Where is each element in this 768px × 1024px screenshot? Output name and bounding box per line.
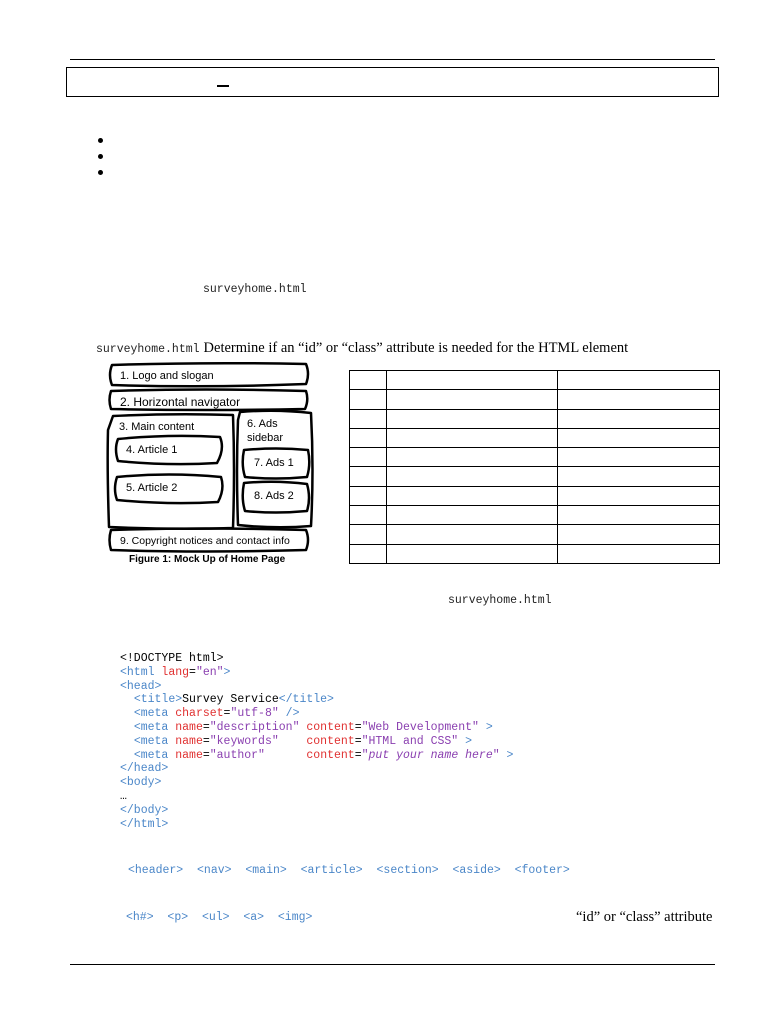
attribute-note: “id” or “class” attribute xyxy=(576,909,713,925)
tag-nav: <nav> xyxy=(197,864,232,877)
instruction-filename: surveyhome.html xyxy=(96,343,200,356)
table-row xyxy=(350,428,720,447)
tag-aside: <aside> xyxy=(452,864,501,877)
bullet-1 xyxy=(98,138,103,143)
tag-p: <p> xyxy=(167,911,189,924)
mockup-figure xyxy=(104,360,316,558)
semantic-tag-list xyxy=(128,864,570,877)
label-article1: 4. Article 1 xyxy=(126,444,178,456)
bullet-2 xyxy=(98,154,103,159)
label-sidebar: sidebar xyxy=(247,432,284,444)
title-box xyxy=(66,67,719,97)
mockup-filename: surveyhome.html xyxy=(203,283,307,296)
table-row xyxy=(350,448,720,467)
table-row xyxy=(350,486,720,505)
label-ads: 6. Ads xyxy=(247,418,278,430)
file-below-table: surveyhome.html xyxy=(448,594,552,607)
tag-img: <img> xyxy=(277,911,313,924)
top-rule xyxy=(70,59,715,60)
label-main: 3. Main content xyxy=(119,421,195,433)
tag-footer: <footer> xyxy=(514,864,570,877)
table-row xyxy=(350,467,720,486)
answer-table xyxy=(349,370,720,564)
label-ads1: 7. Ads 1 xyxy=(254,457,294,469)
table-row xyxy=(350,525,720,544)
instruction-text: Determine if an “id” or “class” attribute is needed for the HTML element xyxy=(203,340,629,356)
label-logo: 1. Logo and slogan xyxy=(120,370,214,382)
instruction-line xyxy=(96,339,628,357)
bottom-rule xyxy=(70,964,715,965)
title-dash xyxy=(217,85,229,87)
table-row xyxy=(350,506,720,525)
label-footer: 9. Copyright notices and contact info xyxy=(120,535,290,547)
table-row xyxy=(350,409,720,428)
tag-article: <article> xyxy=(300,864,363,877)
tag-section: <section> xyxy=(376,864,439,877)
label-ads2: 8. Ads 2 xyxy=(254,490,294,502)
tag-h: <h#> xyxy=(126,911,154,924)
tag-ul: <ul> xyxy=(201,911,230,924)
code-doctype: <!DOCTYPE html> xyxy=(120,652,224,665)
table-row xyxy=(350,371,720,390)
table-row xyxy=(350,544,720,563)
table-row xyxy=(350,390,720,409)
other-tag-list xyxy=(126,911,312,924)
label-article2: 5. Article 2 xyxy=(126,482,178,494)
tag-header: <header> xyxy=(128,864,184,877)
bullet-3 xyxy=(98,170,103,175)
tag-main: <main> xyxy=(245,864,287,877)
label-nav: 2. Horizontal navigator xyxy=(120,395,241,409)
tag-a: <a> xyxy=(243,911,265,924)
figure-caption: Figure 1: Mock Up of Home Page xyxy=(129,554,286,565)
code-block: <!DOCTYPE html> <html lang="en"> <head> <title>Survey Service</title> <meta charset="utf-8" /> <meta name="description" content="Web Development" > <meta name="keywords" content="HTML and CSS" > <meta name="author" content="put your name here" > </head> <body> … </body> </html> xyxy=(120,652,514,831)
